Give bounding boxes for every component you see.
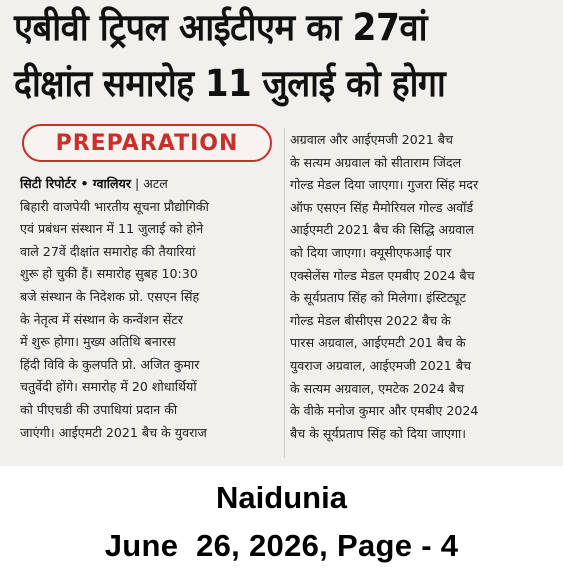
article-line-text: | अटल	[130, 176, 168, 191]
article-line: चतुर्वेदी होंगे। समारोह में 20 शोधार्थियों	[20, 379, 197, 395]
article-line: में शुरू होगा। मुख्य अतिथि बनारस	[20, 334, 176, 350]
article-line: के वीके मनोज कुमार और एमबीए 2024	[290, 403, 479, 419]
article-line: जाएंगी। आईएमटी 2021 बैच के युवराज	[20, 424, 207, 440]
article-line: वाले 27वें दीक्षांत समारोह की तैयारियां	[20, 243, 196, 259]
publication-date: June 26, 2026, Page - 4	[104, 528, 459, 563]
article-line: बिहारी वाजपेयी भारतीय सूचना प्रौद्योगिकी	[20, 198, 209, 214]
article-line: के सत्यम अग्रवाल को सीताराम जिंदल	[290, 154, 462, 170]
article-line	[20, 173, 282, 196]
section-tag	[22, 124, 272, 162]
section-tag-label: PREPARATION	[55, 130, 239, 156]
headline-line-2: दीक्षांत समारोह 11 जुलाई को होगा	[14, 62, 446, 105]
article-line: गोल्ड मेडल बीसीएस 2022 बैच के	[290, 312, 451, 328]
article-line: पारस अग्रवाल, आईएमटी 201 बैच के	[290, 335, 466, 351]
article-line: आईएमटी 2021 बैच की सिद्धि अग्रवाल	[290, 222, 474, 238]
article-line: ऑफ एसएन सिंह मैमोरियल गोल्ड अवॉर्ड	[290, 199, 474, 215]
article-line: युवराज अग्रवाल, आईएमजी 2021 बैच	[290, 357, 472, 373]
article-line: अग्रवाल और आईएमजी 2021 बैच	[290, 132, 453, 147]
article-line: के सूर्यप्रताप सिंह को मिलेगा। इंस्टिट्यूट	[290, 290, 466, 306]
article-line: एक्सेलेंस गोल्ड मेडल एमबीए 2024 बैच	[290, 267, 475, 283]
article-line: के नेतृत्व में संस्थान के कन्वेंशन सेंटर	[20, 311, 183, 327]
publication-name: Naidunia	[216, 480, 347, 515]
article-line: के सत्यम अग्रवाल, एमटेक 2024 बैच	[290, 380, 464, 396]
column-divider	[284, 128, 285, 458]
article-line: बैच के सूर्यप्रताप सिंह को दिया जाएगा।	[290, 425, 467, 441]
article-line: गोल्ड मेडल दिया जाएगा। गुजरा सिंह मदर	[290, 177, 479, 193]
left-column	[20, 173, 282, 444]
article-line: हिंदी विवि के कुलपति प्रो. अजित कुमार	[20, 356, 200, 372]
article-line: को पीएचडी की उपाधियां प्रदान की	[20, 401, 178, 417]
right-column	[290, 129, 552, 445]
article-line: शुरू हो चुकी हैं। समारोह सुबह 10:30	[20, 266, 198, 282]
byline: सिटी रिपोर्टर • ग्वालियर	[20, 176, 131, 191]
article-line: एवं प्रबंधन संस्थान में 11 जुलाई को होने	[20, 221, 204, 237]
article-line: को दिया जाएगा। क्यूसीएफआई पार	[290, 244, 452, 260]
article-line: बजे संस्थान के निदेशक प्रो. एसएन सिंह	[20, 288, 200, 304]
headline-line-1: एबीवी ट्रिपल आईटीएम का 27वां	[14, 6, 428, 49]
